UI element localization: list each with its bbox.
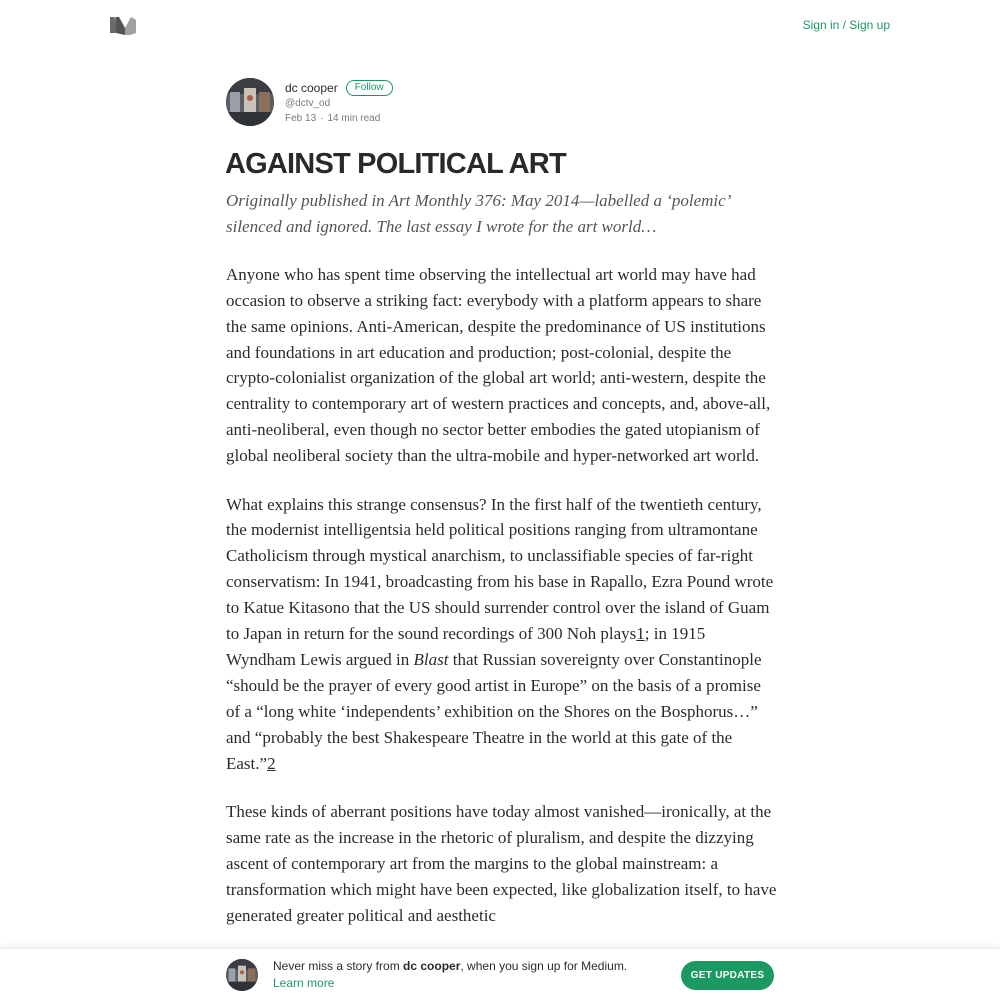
banner-text-pre: Never miss a story from xyxy=(273,959,404,973)
banner-text-post: , when you sign up for Medium. xyxy=(460,959,628,973)
read-time: 14 min read xyxy=(327,113,381,124)
get-updates-button[interactable]: GET UPDATES xyxy=(681,961,774,990)
footnote-1-link[interactable]: 1 xyxy=(636,624,645,644)
banner-author-name: dc cooper xyxy=(403,959,461,973)
learn-more-link[interactable]: Learn more xyxy=(273,976,335,990)
medium-logo-icon[interactable] xyxy=(110,15,136,35)
article-title: AGAINST POLITICAL ART xyxy=(225,148,566,180)
author-meta xyxy=(285,80,585,124)
separator-dot: · xyxy=(320,113,324,124)
post-dateline xyxy=(285,113,585,124)
paragraph-1: Anyone who has spent time observing the intellectual art world may have had occasion to observe a striking fact: everybody with a platform appears to share the same opinions. Anti-American, despite the predominance of US institutions and foundations in art education and production; post-colonial, despite the crypto-colonialist organization of the global art world; anti-western, despite the centrality to contemporary art of western practices and concepts, and, above-all, anti-neoliberal, even though no sector better embodies the gated utopianism of global neoliberal society than the ultra-mobile and hyper-networked art world. xyxy=(226,264,771,466)
author-avatar[interactable] xyxy=(226,78,274,126)
author-handle: @dctv_od xyxy=(285,98,331,109)
top-bar xyxy=(0,0,1000,50)
follow-button[interactable]: Follow xyxy=(346,80,393,96)
paragraph-2 xyxy=(226,492,778,777)
author-name[interactable]: dc cooper xyxy=(285,81,338,95)
footnote-2-link[interactable]: 2 xyxy=(267,753,276,773)
article-subtitle: Originally published in Art Monthly 376: May 2014—labelled a ‘polemic’ silenced and ignored. The last essay I wrote for the art world… xyxy=(226,191,730,236)
paragraph-3: These kinds of aberrant positions have today almost vanished—ironically, at the same rate as the increase in the rhetoric of pluralism, and despite the dizzying ascent of contemporary art from the margins to the global mainstream: a transformation which might have been expected, like globalization itself, to have generated greater political and aesthetic xyxy=(226,802,777,925)
post-date: Feb 13 xyxy=(285,113,317,124)
author-row xyxy=(285,80,585,96)
banner-author-avatar xyxy=(226,959,258,991)
sign-in-link[interactable]: Sign in / Sign up xyxy=(802,18,890,32)
blast-title: Blast xyxy=(413,650,449,669)
paragraph-2-text-b: ; in 1915 Wyndham Lewis argued in xyxy=(226,624,706,669)
banner-text xyxy=(273,958,633,992)
paragraph-2-text-a: What explains this strange consensus? In the first half of the twentieth century, the modernist intelligentsia held political positions ranging from ultramontane Catholicism through mystical anarchism, to unclassifiable species of far-right conservatism: In 1941, broadcasting from his base in Rapallo, Ezra Pound wrote to Katue Kitasono that the US should surrender control over the island of Guam to Japan in return for the sound recordings of 300 Noh plays xyxy=(226,494,774,644)
article-body xyxy=(226,188,778,951)
signup-banner xyxy=(0,948,1000,1000)
paragraph-2-text-c: that Russian sovereignty over Constantinople “should be the prayer of every good artist in Europe” on the basis of a promise of a “long white ‘independents’ exhibition on the Shores on the Bosphorus…” and “probably the best Shakespeare Theatre in the world at this gate of the East.” xyxy=(226,650,762,773)
